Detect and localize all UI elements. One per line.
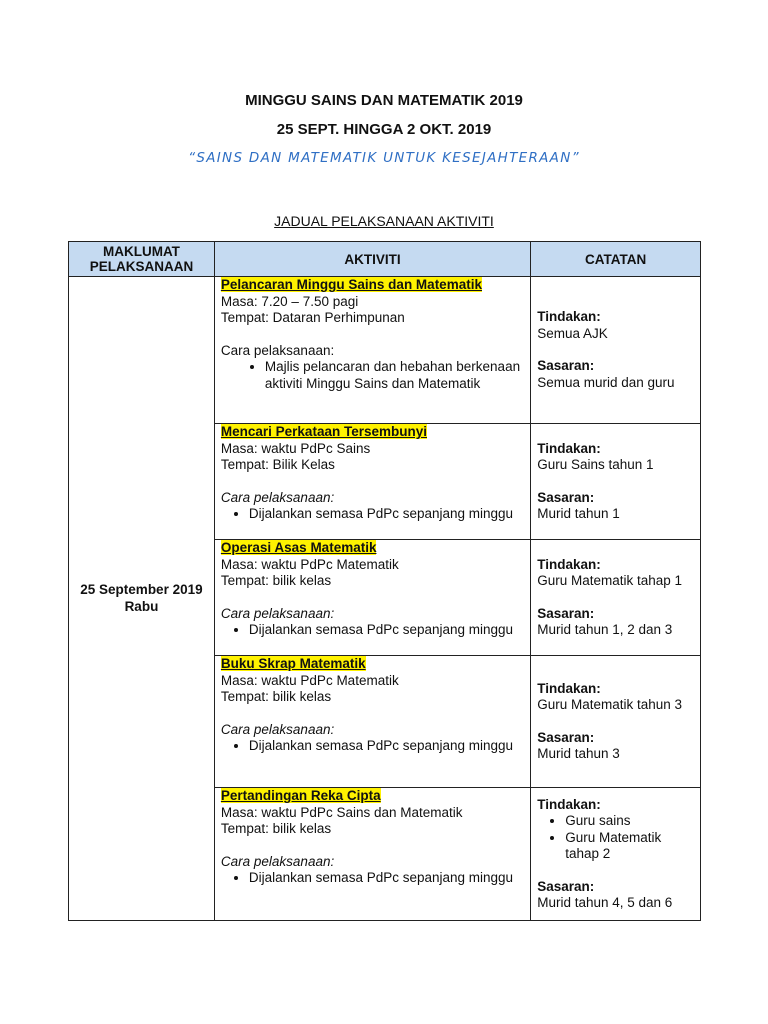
activity-cara-label: Cara pelaksanaan: bbox=[220, 853, 335, 869]
sasaran-value: Murid tahun 4, 5 dan 6 bbox=[537, 895, 673, 910]
table-heading: JADUAL PELAKSANAAN AKTIVITI bbox=[274, 213, 494, 229]
activity-cara-item: • Dijalankan semasa PdPc sepanjang minggu bbox=[249, 870, 524, 887]
tindakan-value: Semua AJK bbox=[537, 325, 608, 341]
activity-table bbox=[68, 241, 701, 921]
activity-cell bbox=[214, 540, 530, 656]
note-cell bbox=[531, 277, 701, 424]
column-header-maklumat: MAKLUMAT PELAKSANAAN bbox=[69, 242, 215, 277]
date-text: 25 September 2019 bbox=[80, 582, 203, 597]
tindakan-label: Tindakan: bbox=[537, 796, 601, 812]
tindakan-label: Tindakan: bbox=[537, 680, 601, 696]
activity-tempat: Tempat: bilik kelas bbox=[220, 689, 332, 704]
column-header-aktiviti: AKTIVITI bbox=[214, 242, 530, 277]
sasaran-label: Sasaran: bbox=[537, 878, 595, 894]
activity-tempat: Tempat: bilik kelas bbox=[220, 821, 332, 836]
sasaran-value: Murid tahun 1 bbox=[537, 506, 620, 521]
document-motto: “SAINS DAN MATEMATIK UNTUK KESEJAHTERAAN” bbox=[188, 150, 580, 166]
activity-cell bbox=[214, 788, 530, 921]
activity-cara-item: • Dijalankan semasa PdPc sepanjang minggu bbox=[249, 506, 524, 523]
activity-title: Operasi Asas Matematik bbox=[220, 540, 377, 555]
note-cell bbox=[531, 540, 701, 656]
sasaran-value: Murid tahun 3 bbox=[537, 746, 620, 761]
activity-title: Pelancaran Minggu Sains dan Matematik bbox=[220, 277, 482, 292]
table-row bbox=[69, 277, 701, 424]
sasaran-label: Sasaran: bbox=[537, 489, 595, 505]
tindakan-item: • Guru sains bbox=[565, 813, 694, 830]
sasaran-label: Sasaran: bbox=[537, 729, 595, 745]
tindakan-value: Guru Matematik tahap 1 bbox=[537, 573, 683, 588]
activity-cara-item: • Majlis pelancaran dan hebahan berkenaan aktiviti Minggu Sains dan Matematik bbox=[265, 359, 524, 392]
column-header-catatan: CATATAN bbox=[531, 242, 701, 277]
table-header-row bbox=[69, 242, 701, 277]
note-cell bbox=[531, 424, 701, 540]
activity-cara-label: Cara pelaksanaan: bbox=[220, 721, 335, 737]
activity-title: Pertandingan Reka Cipta bbox=[220, 788, 381, 803]
activity-masa: Masa: waktu PdPc Matematik bbox=[220, 556, 399, 572]
tindakan-label: Tindakan: bbox=[537, 440, 601, 456]
sasaran-value: Murid tahun 1, 2 dan 3 bbox=[537, 622, 673, 637]
activity-cara-label: Cara pelaksanaan: bbox=[220, 489, 335, 505]
sasaran-label: Sasaran: bbox=[537, 605, 595, 621]
day-text: Rabu bbox=[124, 598, 159, 614]
tindakan-value: Guru Sains tahun 1 bbox=[537, 457, 654, 472]
date-cell bbox=[69, 277, 215, 921]
note-cell bbox=[531, 788, 701, 921]
activity-cell bbox=[214, 656, 530, 788]
sasaran-value: Semua murid dan guru bbox=[537, 374, 675, 390]
activity-title: Mencari Perkataan Tersembunyi bbox=[220, 424, 427, 439]
activity-cell bbox=[214, 424, 530, 540]
activity-cara-label: Cara pelaksanaan: bbox=[220, 342, 335, 358]
activity-tempat: Tempat: Dataran Perhimpunan bbox=[220, 310, 405, 325]
activity-masa: Masa: waktu PdPc Sains bbox=[220, 440, 371, 456]
activity-cara-item: • Dijalankan semasa PdPc sepanjang minggu bbox=[249, 622, 524, 639]
activity-cara-label: Cara pelaksanaan: bbox=[220, 605, 335, 621]
note-cell bbox=[531, 656, 701, 788]
activity-tempat: Tempat: Bilik Kelas bbox=[220, 457, 335, 472]
activity-masa: Masa: waktu PdPc Matematik bbox=[220, 672, 399, 688]
activity-masa: Masa: 7.20 – 7.50 pagi bbox=[220, 293, 359, 309]
tindakan-item: • Guru Matematik tahap 2 bbox=[565, 830, 694, 863]
activity-tempat: Tempat: bilik kelas bbox=[220, 573, 332, 588]
activity-cara-item: • Dijalankan semasa PdPc sepanjang minggu bbox=[249, 738, 524, 755]
activity-masa: Masa: waktu PdPc Sains dan Matematik bbox=[220, 804, 463, 820]
document-dates: 25 SEPT. HINGGA 2 OKT. 2019 bbox=[276, 121, 492, 138]
document-title: MINGGU SAINS DAN MATEMATIK 2019 bbox=[245, 92, 523, 109]
sasaran-label: Sasaran: bbox=[537, 358, 595, 373]
tindakan-value: Guru Matematik tahun 3 bbox=[537, 697, 683, 712]
activity-cell bbox=[214, 277, 530, 424]
tindakan-label: Tindakan: bbox=[537, 309, 601, 324]
tindakan-label: Tindakan: bbox=[537, 556, 601, 572]
activity-title: Buku Skrap Matematik bbox=[220, 656, 366, 671]
